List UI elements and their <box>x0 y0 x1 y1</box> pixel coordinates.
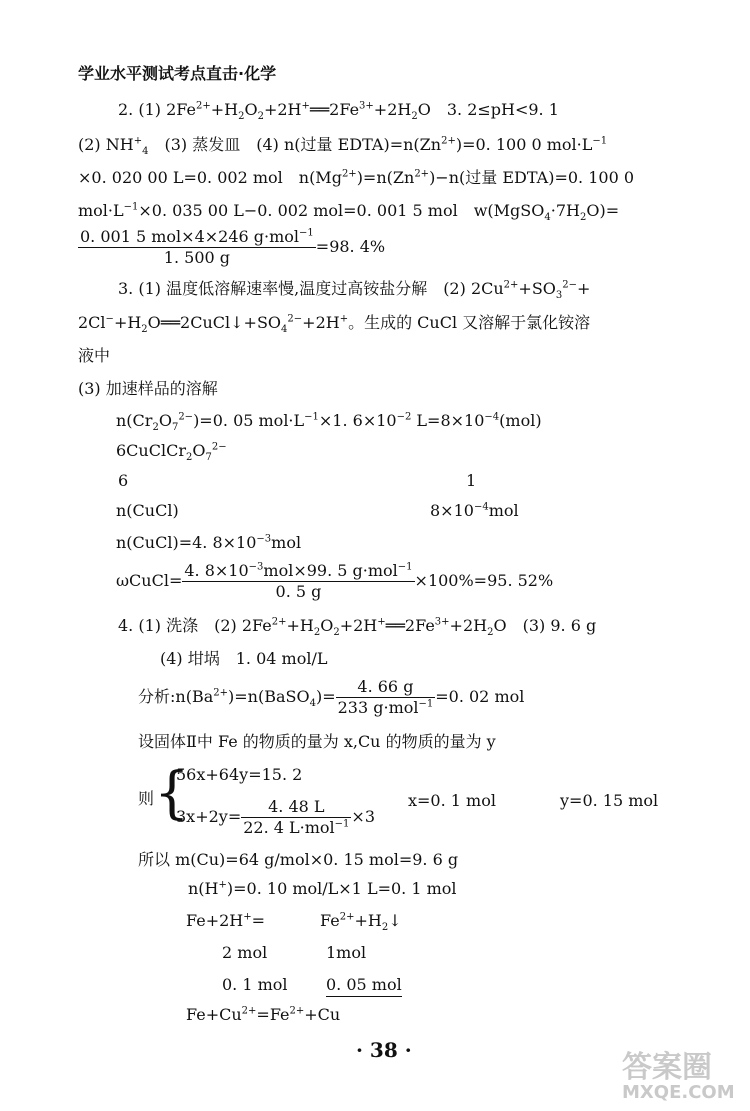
q4-line-9b: 1mol <box>326 943 367 962</box>
watermark-logo: 答案圈 <box>622 1050 712 1085</box>
q4-line-8b: $Fe^{2+}+H_2↓$ <box>320 911 402 934</box>
q4-line-6: 所以 m(Cu)=64 g/mol×0. 15 mol=9. 6 g <box>138 850 459 869</box>
q4-line-1: 4. (1) 洗涤 (2) $2Fe^{2+}+H_2O_2+2H^+══2Fe^{3+}+2H_2O$ (3) 9. 6 g <box>118 616 597 639</box>
q3-line-6: $6CuClCr_2O_7^{2-}$ <box>116 441 227 464</box>
q4-line-7: n(H+)=0. 10 mol/L×1 L=0. 1 mol <box>188 879 457 898</box>
q4-line-2: (4) 坩埚 1. 04 mol/L <box>160 649 328 668</box>
q4-system-eq-1: 56x+64y=15. 2 <box>176 765 303 784</box>
q4-solution-y: y=0. 15 mol <box>560 791 659 810</box>
q3-line-1: 3. (1) 温度低溶解速率慢,温度过高铵盐分解 (2) $2Cu^{2+}+SO_3^{2-}+$ <box>118 279 591 302</box>
q3-line-2: $2Cl^-+H_2O══2CuCl↓+SO_4^{2-}+2H^+$。生成的 CuCl 又溶解于氯化铵溶 <box>78 313 591 336</box>
q2-line-4: $mol\cdot L^{-1}\times 0$. 035 00 L−0. 002 mol=0. 001 5 mol $w(MgSO_4\cdot 7H_2O)=$ <box>78 201 620 224</box>
q4-line-3: 分析$:n(Ba^{2+})=n(BaSO_4)=$ $\frac{4. 66 g}{233 g\cdot mol^{-1}}$ =0. 02 mol <box>138 677 525 717</box>
q3-fraction: $\frac{4. 8\times 10^{-3}mol\times 99. 5 g\cdot mol^{-1}}{0. 5 g}$ <box>184 561 413 601</box>
q4-system-eq-2: 3x+2y= $\frac{4. 48 L}{22. 4 L\cdot mol^{-1}}$ ×3 <box>176 797 376 837</box>
q4-line-10b: 0. 05 mol <box>326 974 402 997</box>
q3-line-8b: $8\times 10^{-4}mol$ <box>430 501 519 520</box>
q3-line-3: 液中 <box>78 346 111 365</box>
q2-line-3: ×0. 020 00 L=0. 002 mol $n(Mg^{2+})=n(Zn^{2+})-n$(过量 EDTA)=0. 100 0 <box>78 168 635 187</box>
q2-line-1: 2. (1) $2Fe^{2+}+H_2O_2+2H^+══2Fe^{3+}+2H_2O$ 3. 2≤pH<9. 1 <box>118 100 559 123</box>
system-brace: { <box>154 761 190 826</box>
q2-fraction: $\frac{0. 001 5 mol\times 4\times 246 g\cdot mol^{-1}}{1. 500 g}$ <box>80 227 314 267</box>
q2-fraction-line: $\frac{0. 001 5 mol\times 4\times 246 g\cdot mol^{-1}}{1. 500 g}$ =98. 4% <box>80 227 386 267</box>
q4-system-label: 则 <box>138 789 155 808</box>
q3-fraction-line: ωCuCl= $\frac{4. 8\times 10^{-3}mol\times 99. 5 g\cdot mol^{-1}}{0. 5 g}$ ×100%=95. 52% <box>116 561 554 601</box>
q4-line-8a: Fe+2H+= <box>186 911 266 930</box>
q4-fraction-1: $\frac{4. 66 g}{233 g\cdot mol^{-1}}$ <box>337 677 434 717</box>
q3-line-8a: n(CuCl) <box>116 501 179 520</box>
q3-line-4: (3) 加速样品的溶解 <box>78 379 218 398</box>
q4-solution-x: x=0. 1 mol <box>408 791 496 810</box>
q2-line-2: (2) $NH^+_4$ (3) 蒸发皿 (4) n(过量 $EDTA)=n(Zn^{2+})=0$. 100 0 $mol\cdot L^{-1}$ <box>78 135 608 158</box>
watermark-url: MXQE.COM <box>622 1082 735 1103</box>
q3-line-9: n(CuCl)=4. $8\times 10^{-3}mol$ <box>116 533 302 552</box>
q4-fraction-2: $\frac{4. 48 L}{22. 4 L\cdot mol^{-1}}$ <box>243 797 350 837</box>
q3-line-5: $n(Cr_2O_7^{2-})=0$. 05 $mol\cdot L^{-1}\times 1$. $6\times 10^{-2}$ $L=8\times 10^{-4}(mol)$ <box>116 411 542 434</box>
q4-line-11: $Fe+Cu^{2+}=Fe^{2+}+Cu$ <box>186 1005 341 1024</box>
q3-line-7a: 6 <box>118 471 129 490</box>
q4-line-10a: 0. 1 mol <box>222 975 288 994</box>
q4-line-4: 设固体Ⅱ中 Fe 的物质的量为 x,Cu 的物质的量为 y <box>138 732 496 751</box>
running-header: 学业水平测试考点直击·化学 <box>78 64 277 83</box>
q4-line-9a: 2 mol <box>222 943 268 962</box>
q3-line-7b: 1 <box>466 471 477 490</box>
page-number: · 38 · <box>356 1038 412 1062</box>
